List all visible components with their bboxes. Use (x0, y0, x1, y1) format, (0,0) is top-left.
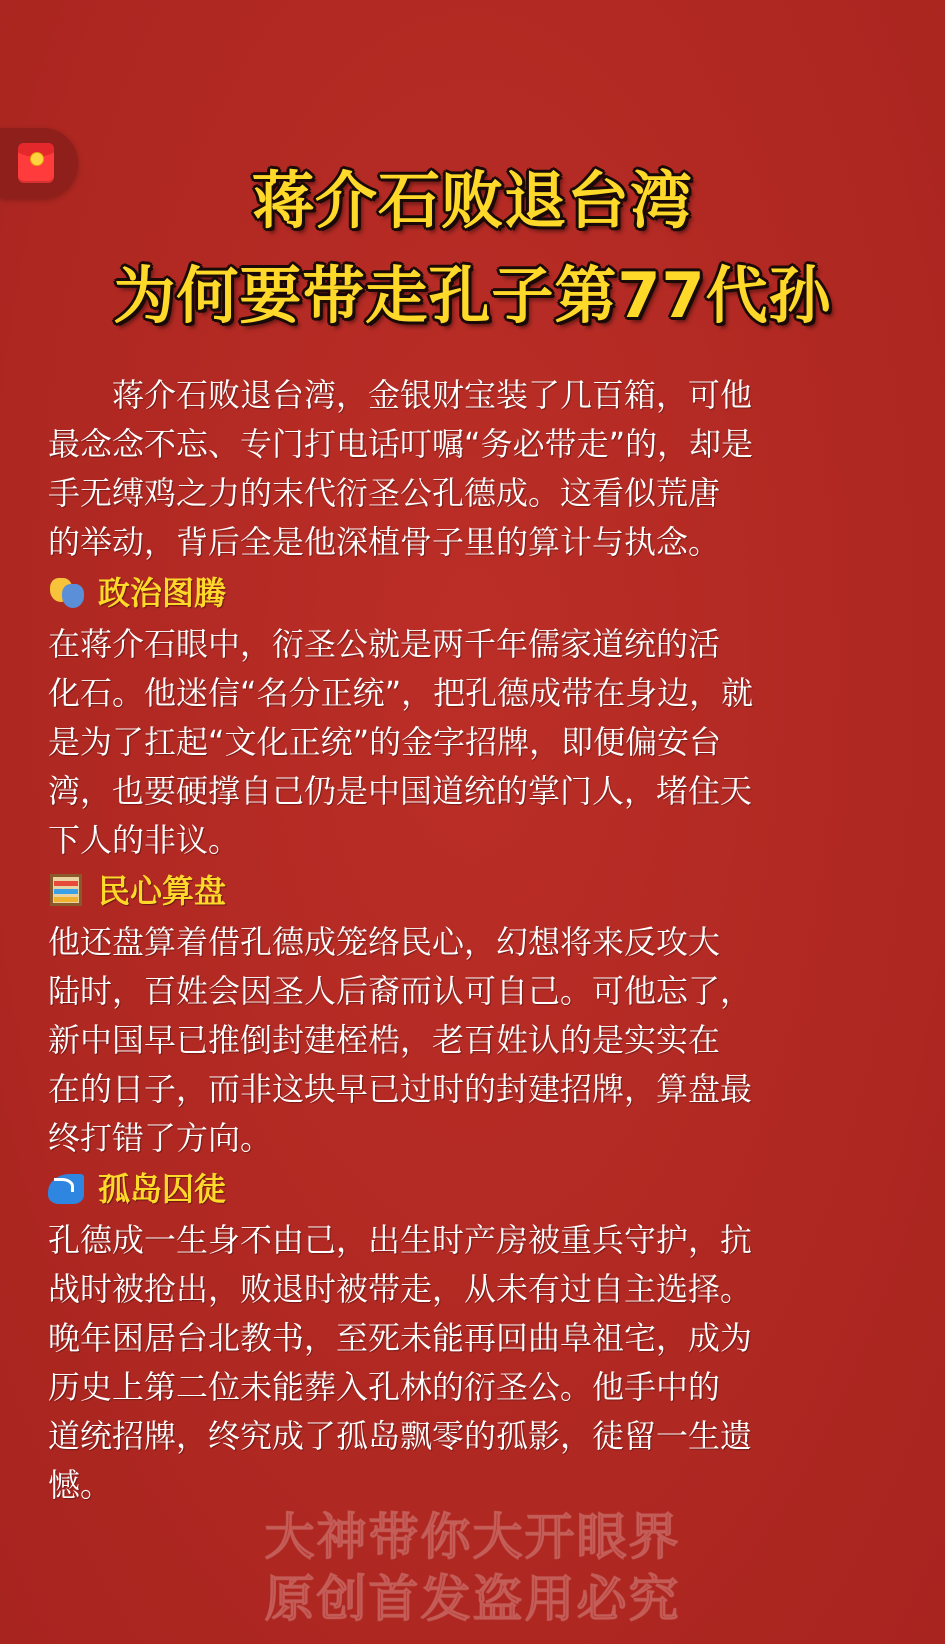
section-line: 新中国早已推倒封建桎梏，老百姓认的是实实在 (48, 1021, 721, 1059)
section-heading-island-prisoner (48, 1169, 226, 1209)
section-line: 在的日子，而非这块早已过时的封建招牌，算盘最 (48, 1070, 753, 1108)
section-line: 下人的非议。 (48, 821, 241, 859)
title-line-2: 为何要带走孔子第77代孙 (113, 259, 832, 332)
intro-line: 最念念不忘、专门打电话叮嘱“务必带走”的，却是 (48, 425, 754, 463)
watermark-line-2: 原创首发盗用必究 (264, 1570, 681, 1628)
intro-line: 手无缚鸡之力的末代衍圣公孔德成。这看似荒唐 (48, 474, 721, 512)
section-line: 孔德成一生身不由己，出生时产房被重兵守护，抗 (48, 1221, 753, 1259)
section-heading-text: 政治图腾 (98, 574, 227, 612)
section-line: 历史上第二位未能葬入孔林的衍圣公。他手中的 (48, 1368, 721, 1406)
section-heading-public-sentiment (48, 871, 226, 911)
section-line: 晚年困居台北教书，至死未能再回曲阜祖宅，成为 (48, 1319, 753, 1357)
section-heading-text: 孤岛囚徒 (98, 1170, 227, 1208)
intro-line: 的举动，背后全是他深植骨子里的算计与执念。 (48, 523, 721, 561)
section-line: 他还盘算着借孔德成笼络民心，幻想将来反攻大 (48, 923, 721, 961)
section-line: 战时被抢出，败退时被带走，从未有过自主选择。 (48, 1270, 753, 1308)
section-line: 陆时，百姓会因圣人后裔而认可自己。可他忘了， (48, 972, 753, 1010)
section-line: 化石。他迷信“名分正统”，把孔德成带在身边，就 (48, 674, 754, 712)
section-heading-political-totem (48, 573, 226, 613)
section-line: 终打错了方向。 (48, 1119, 273, 1157)
mask-icon (48, 574, 86, 610)
section-line: 湾，也要硬撑自己仍是中国道统的掌门人，堵住天 (48, 772, 753, 810)
title-line-1: 蒋介石败退台湾 (251, 164, 693, 237)
watermark-line-1: 大神带你大开眼界 (264, 1508, 681, 1566)
wave-icon (48, 1170, 86, 1206)
section-line: 在蒋介石眼中，衍圣公就是两千年儒家道统的活 (48, 625, 721, 663)
section-line: 是为了扛起“文化正统”的金字招牌，即便偏安台 (48, 723, 722, 761)
section-line: 道统招牌，终究成了孤岛飘零的孤影，徒留一生遗 (48, 1417, 753, 1455)
section-heading-text: 民心算盘 (98, 872, 227, 910)
intro-line: 蒋介石败退台湾，金银财宝装了几百箱，可他 (48, 376, 753, 414)
abacus-icon (48, 872, 86, 908)
section-line: 憾。 (48, 1466, 113, 1504)
